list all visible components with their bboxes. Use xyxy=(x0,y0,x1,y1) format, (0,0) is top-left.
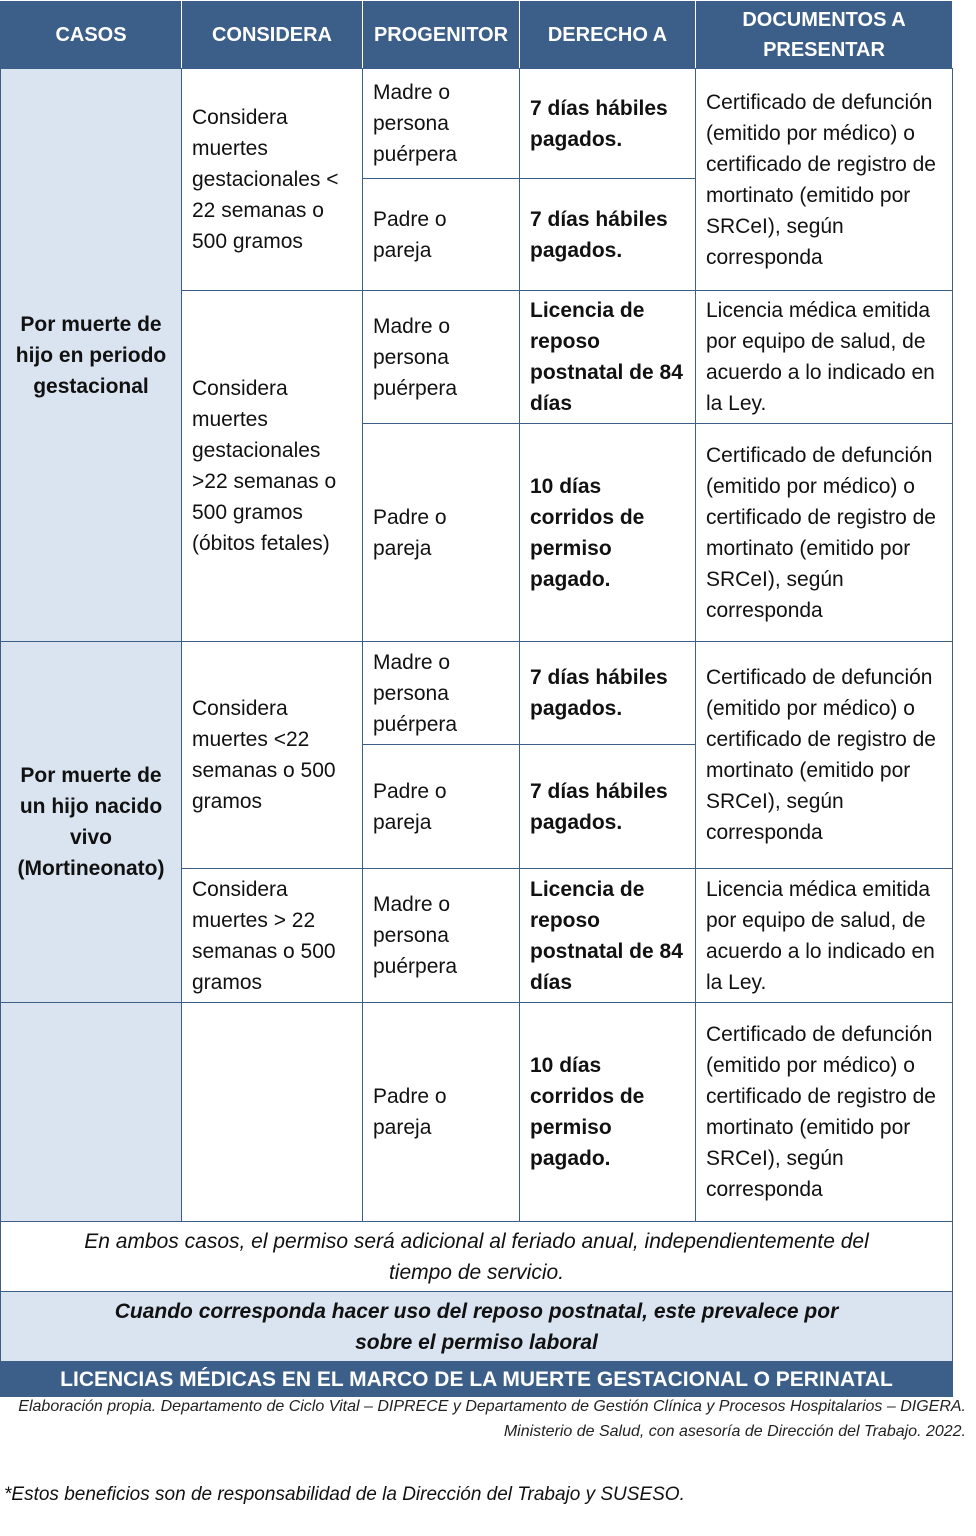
progenitor-cell: Padre o pareja xyxy=(363,424,520,642)
progenitor-cell: Madre o persona puérpera xyxy=(363,69,520,179)
title-bar-row xyxy=(1,1362,953,1397)
note-row xyxy=(1,1292,953,1362)
header-row xyxy=(1,1,953,69)
derecho-cell: Licencia de reposo postnatal de 84 días xyxy=(520,291,696,424)
table-row xyxy=(1,69,953,179)
header-documentos: DOCUMENTOS A PRESENTAR xyxy=(696,1,953,69)
header-considera: CONSIDERA xyxy=(182,1,363,69)
documentos-cell: Certificado de defunción (emitido por médico) o certificado de registro de mortinato (emitido por SRCeI), según corresponda xyxy=(696,424,953,642)
source-line-2: Ministerio de Salud, con asesoría de Dirección del Trabajo. 2022. xyxy=(503,1423,966,1440)
header-derecho: DERECHO A xyxy=(520,1,696,69)
header-casos: CASOS xyxy=(1,1,182,69)
derecho-cell: 7 días hábiles pagados. xyxy=(520,179,696,291)
considera-cell: Considera muertes gestacionales < 22 semanas o 500 gramos xyxy=(182,69,363,291)
considera-cell: Considera muertes > 22 semanas o 500 gramos xyxy=(182,869,363,1003)
caso-empty-cell xyxy=(1,1003,182,1222)
table-row xyxy=(1,1003,953,1222)
considera-cell: Considera muertes gestacionales >22 semanas o 500 gramos (óbitos fetales) xyxy=(182,291,363,642)
progenitor-cell: Padre o pareja xyxy=(363,1003,520,1222)
progenitor-cell: Madre o persona puérpera xyxy=(363,869,520,1003)
source-line-1: Elaboración propia. Departamento de Ciclo Vital – DIPRECE y Departamento de Gestión Clínica y Procesos Hospitalarios – DIGERA. xyxy=(18,1398,966,1415)
footnote: *Estos beneficios son de responsabilidad de la Dirección del Trabajo y SUSESO. xyxy=(4,1484,685,1505)
considera-empty-cell xyxy=(182,1003,363,1222)
derecho-cell: 10 días corridos de permiso pagado. xyxy=(520,424,696,642)
progenitor-cell: Madre o persona puérpera xyxy=(363,642,520,745)
documentos-cell: Licencia médica emitida por equipo de salud, de acuerdo a lo indicado en la Ley. xyxy=(696,291,953,424)
documentos-cell: Certificado de defunción (emitido por médico) o certificado de registro de mortinato (emitido por SRCeI), según corresponda xyxy=(696,1003,953,1222)
title-bar: LICENCIAS MÉDICAS EN EL MARCO DE LA MUERTE GESTACIONAL O PERINATAL xyxy=(1,1362,953,1397)
note-adicional: En ambos casos, el permiso será adicional al feriado anual, independientemente del tiempo de servicio. xyxy=(1,1222,953,1292)
derecho-cell: 7 días hábiles pagados. xyxy=(520,69,696,179)
derecho-cell: 7 días hábiles pagados. xyxy=(520,642,696,745)
documentos-cell: Certificado de defunción (emitido por médico) o certificado de registro de mortinato (emitido por SRCeI), según corresponda xyxy=(696,642,953,869)
documentos-cell: Certificado de defunción (emitido por médico) o certificado de registro de mortinato (emitido por SRCeI), según corresponda xyxy=(696,69,953,291)
note-prevalece: Cuando corresponda hacer uso del reposo postnatal, este prevalece por sobre el permiso laboral xyxy=(1,1292,953,1362)
considera-cell: Considera muertes <22 semanas o 500 gramos xyxy=(182,642,363,869)
progenitor-cell: Padre o pareja xyxy=(363,745,520,869)
derecho-cell: 7 días hábiles pagados. xyxy=(520,745,696,869)
progenitor-cell: Madre o persona puérpera xyxy=(363,291,520,424)
caso-mortineonato: Por muerte de un hijo nacido vivo (Mortineonato) xyxy=(1,642,182,1003)
documentos-cell: Licencia médica emitida por equipo de salud, de acuerdo a lo indicado en la Ley. xyxy=(696,869,953,1003)
table-row xyxy=(1,642,953,745)
derecho-cell: Licencia de reposo postnatal de 84 días xyxy=(520,869,696,1003)
progenitor-cell: Padre o pareja xyxy=(363,179,520,291)
note-row xyxy=(1,1222,953,1292)
caso-gestacional: Por muerte de hijo en periodo gestacional xyxy=(1,69,182,642)
derecho-cell: 10 días corridos de permiso pagado. xyxy=(520,1003,696,1222)
header-progenitor: PROGENITOR xyxy=(363,1,520,69)
